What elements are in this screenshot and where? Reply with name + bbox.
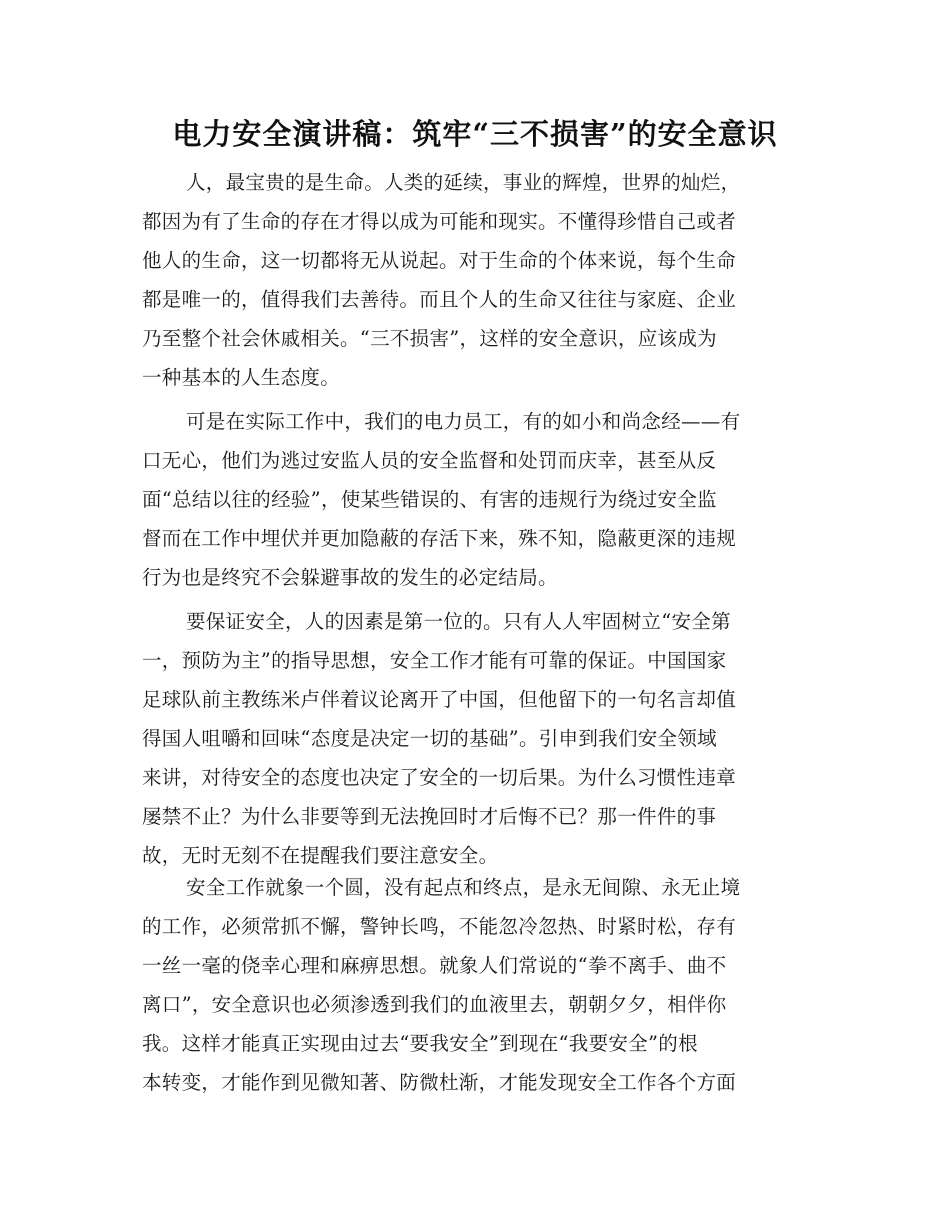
text-line: 安全工作就象一个圆，没有起点和终点，是永无间隙、永无止境 <box>186 876 741 899</box>
text-line: 本转变，才能作到见微知著、防微杜渐，才能发现安全工作各个方面 <box>142 1071 737 1094</box>
text-line: 口无心，他们为逃过安监人员的安全监督和处罚而庆幸，甚至从反 <box>142 449 717 472</box>
text-line: 一丝一毫的侥幸心理和麻痹思想。就象人们常说的“拳不离手、曲不 <box>142 954 727 977</box>
text-line: 我。这样才能真正实现由过去“要我安全”到现在“我要安全”的根 <box>142 1032 698 1055</box>
text-line: 要保证安全，人的因素是第一位的。只有人人牢固树立“安全第 <box>186 610 731 633</box>
text-line: 行为也是终究不会躲避事故的发生的必定结局。 <box>142 566 558 589</box>
text-line: 足球队前主教练米卢伴着议论离开了中国，但他留下的一句名言却值 <box>142 688 737 711</box>
text-line: 都因为有了生命的存在才得以成为可能和现实。不懂得珍惜自己或者 <box>142 210 737 233</box>
text-line: 可是在实际工作中，我们的电力员工，有的如小和尚念经——有 <box>186 410 741 433</box>
paragraph-3 <box>142 602 802 875</box>
text-line: 督而在工作中埋伏并更加隐蔽的存活下来，殊不知，隐蔽更深的违规 <box>142 527 737 550</box>
paragraph-4 <box>142 868 802 1102</box>
text-line: 的工作，必须常抓不懈，警钟长鸣，不能忽冷忽热、时紧时松，存有 <box>142 915 737 938</box>
text-line: 人，最宝贵的是生命。人类的延续，事业的辉煌，世界的灿烂， <box>186 171 741 194</box>
text-line: 来讲，对待安全的态度也决定了安全的一切后果。为什么习惯性违章 <box>142 766 737 789</box>
text-line: 他人的生命，这一切都将无从说起。对于生命的个体来说，每个生命 <box>142 249 737 272</box>
text-line: 一种基本的人生态度。 <box>142 366 341 389</box>
paragraph-2 <box>142 402 802 597</box>
text-line: 面“总结以往的经验”，使某些错误的、有害的违规行为绕过安全监 <box>142 488 717 511</box>
text-line: 得国人咀嚼和回味“态度是决定一切的基础”。引申到我们安全领域 <box>142 727 717 750</box>
document-title: 电力安全演讲稿：筑牢“三不损害”的安全意识 <box>172 117 778 151</box>
text-line: 一，预防为主”的指导思想，安全工作才能有可靠的保证。中国国家 <box>142 649 727 672</box>
text-line: 故，无时无刻不在提醒我们要注意安全。 <box>142 844 499 867</box>
paragraph-1 <box>142 163 802 397</box>
text-line: 乃至整个社会休戚相关。“三不损害”，这样的安全意识，应该成为 <box>142 327 717 350</box>
text-line: 屡禁不止？为什么非要等到无法挽回时才后悔不已？那一件件的事 <box>142 805 717 828</box>
text-line: 离口”，安全意识也必须渗透到我们的血液里去，朝朝夕夕，相伴你 <box>142 993 727 1016</box>
text-line: 都是唯一的，值得我们去善待。而且个人的生命又往往与家庭、企业 <box>142 288 737 311</box>
